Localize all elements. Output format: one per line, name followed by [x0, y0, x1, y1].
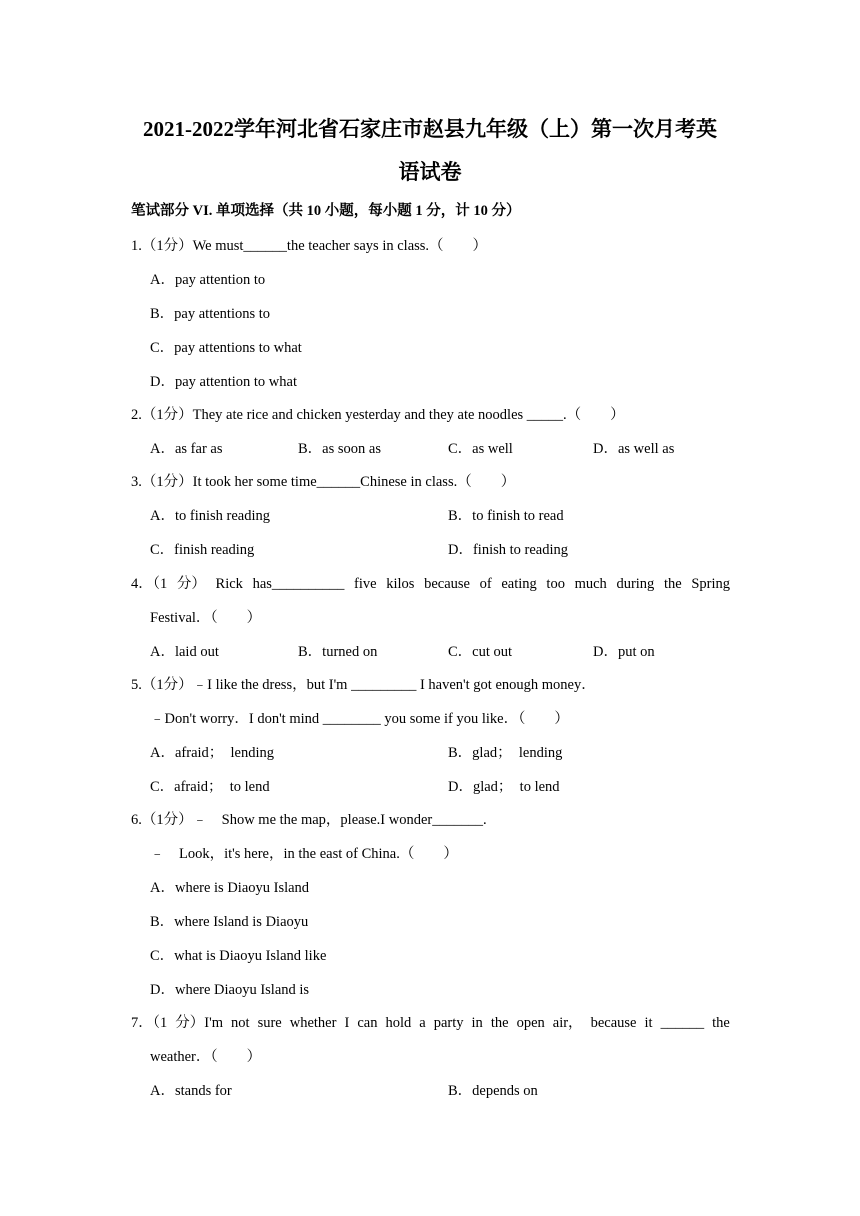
stem-word: 分）I'm [175, 1015, 223, 1031]
question-4-option-d: D．put on [593, 644, 655, 660]
stem-word: open [516, 1015, 545, 1031]
question-5-stem-line2: ﹣Don't worry．I don't mind ________ you some if you like．（ ） [150, 711, 569, 727]
stem-word: party [433, 1015, 464, 1031]
stem-word: 分） [176, 576, 206, 592]
stem-word: in [471, 1015, 483, 1031]
stem-word: too [546, 576, 565, 592]
stem-word: during [616, 576, 655, 592]
question-7-option-a: A．stands for [150, 1083, 232, 1099]
stem-word: 4．（1 [131, 576, 168, 592]
stem-word: I [344, 1015, 350, 1031]
question-7-stem-continued: weather．（ ） [150, 1049, 262, 1065]
stem-word: 7．（1 [131, 1015, 168, 1031]
stem-word: has__________ [252, 576, 345, 592]
stem-word: Spring [691, 576, 730, 592]
stem-word: five [354, 576, 377, 592]
question-2-stem: 2.（1分）They ate rice and chicken yesterday and they ate noodles _____.（ ） [131, 407, 625, 423]
question-2-option-b: B．as soon as [298, 441, 381, 457]
question-5-stem: 5.（1分）﹣I like the dress，but I'm _________ I haven't got enough money． [131, 677, 596, 693]
question-1-stem: 1.（1分）We must______the teacher says in class.（ ） [131, 238, 488, 254]
question-3-stem: 3.（1分）It took her some time______Chinese in class.（ ） [131, 474, 516, 490]
question-1-option-d: D．pay attention to what [150, 374, 297, 390]
question-3-option-c: C．finish reading [150, 542, 255, 558]
stem-word: hold [385, 1015, 412, 1031]
question-6-option-c: C．what is Diaoyu Island like [150, 948, 327, 964]
stem-word: much [574, 576, 607, 592]
stem-word: because [424, 576, 470, 592]
question-7-option-b: B．depends on [448, 1083, 538, 1099]
stem-word: whether [289, 1015, 337, 1031]
stem-word: eating [501, 576, 537, 592]
stem-word: a [419, 1015, 426, 1031]
question-2-option-c: C．as well [448, 441, 513, 457]
question-2-option-a: A．as far as [150, 441, 223, 457]
section-heading: 笔试部分 VI. 单项选择（共 10 小题，每小题 1 分，计 10 分） [131, 203, 521, 219]
question-4-option-b: B．turned on [298, 644, 378, 660]
stem-word: the [712, 1015, 730, 1031]
question-6-option-a: A．where is Diaoyu Island [150, 880, 310, 896]
question-1-option-c: C．pay attentions to what [150, 340, 302, 356]
exam-title-line1: 2021-2022学年河北省石家庄市赵县九年级（上）第一次月考英 [143, 117, 717, 141]
stem-word: because [590, 1015, 637, 1031]
stem-word: it [644, 1015, 653, 1031]
question-3-option-d: D．finish to reading [448, 542, 569, 558]
question-1-option-b: B．pay attentions to [150, 306, 271, 322]
stem-word: can [357, 1015, 378, 1031]
question-4-stem [131, 573, 730, 595]
question-3-option-a: A．to finish reading [150, 508, 271, 524]
question-5-option-d: D．glad； to lend [448, 779, 560, 795]
question-1-option-a: A．pay attention to [150, 272, 266, 288]
stem-word: kilos [386, 576, 415, 592]
stem-word: air， [552, 1015, 583, 1031]
question-6-stem-line2: ﹣ Look，it's here，in the east of China.（ ） [150, 846, 458, 862]
stem-word: the [663, 576, 682, 592]
question-6-option-d: D．where Diaoyu Island is [150, 982, 310, 998]
question-4-option-a: A．laid out [150, 644, 219, 660]
stem-word: ______ [660, 1015, 705, 1031]
question-6-stem: 6.（1分）﹣ Show me the map，please.I wonder_______. [131, 812, 487, 828]
question-5-option-b: B．glad； lending [448, 745, 563, 761]
stem-word: the [490, 1015, 509, 1031]
question-2-option-d: D．as well as [593, 441, 675, 457]
question-3-option-b: B．to finish to read [448, 508, 564, 524]
stem-word: not [231, 1015, 250, 1031]
question-5-option-c: C．afraid； to lend [150, 779, 270, 795]
question-6-option-b: B．where Island is Diaoyu [150, 914, 309, 930]
exam-title-line2: 语试卷 [398, 160, 462, 184]
question-4-option-c: C．cut out [448, 644, 513, 660]
stem-word: sure [257, 1015, 282, 1031]
stem-word: of [479, 576, 492, 592]
question-7-stem [131, 1012, 730, 1034]
question-4-stem-continued: Festival．（ ） [150, 610, 262, 626]
stem-word: Rick [215, 576, 243, 592]
question-5-option-a: A．afraid； lending [150, 745, 275, 761]
